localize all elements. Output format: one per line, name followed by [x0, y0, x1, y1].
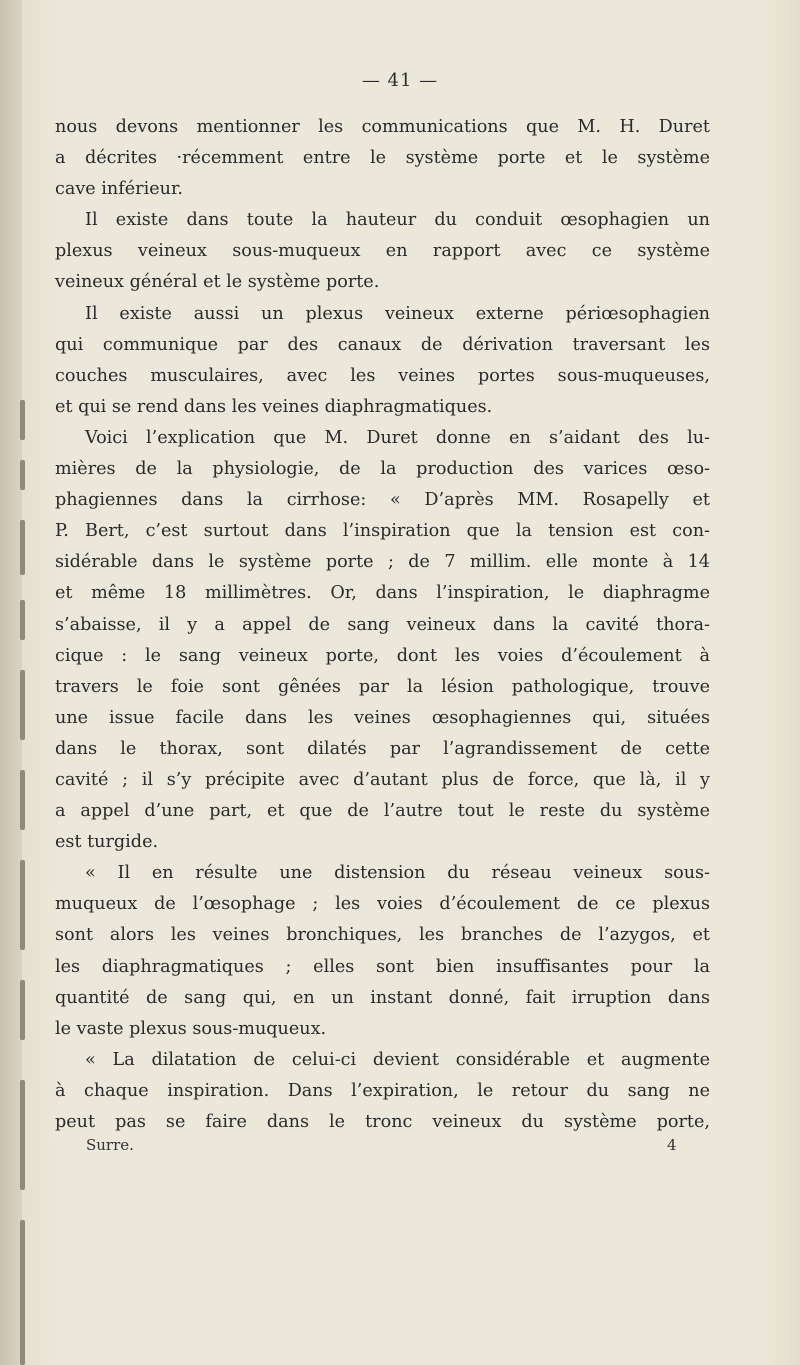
text-line: cave inférieur. — [55, 179, 184, 200]
text-line: nous devons mentionner les communications que M. H. Duret — [55, 117, 710, 137]
running-head: — 41 — — [361, 70, 439, 91]
text-line: sidérable dans le système porte ; de 7 millim. elle monte à 14 — [55, 552, 710, 573]
text-line: a décrites ·récemment entre le système porte et le système — [55, 148, 710, 169]
text-line: quantité de sang qui, en un instant donné, fait irruption dans — [55, 987, 710, 1008]
text-line: phagiennes dans la cirrhose: « D’après MM. Rosapelly et — [55, 490, 710, 511]
binding-shadow — [0, 0, 22, 1365]
signature-mark: Surre. — [86, 1136, 134, 1154]
body-text — [55, 112, 710, 1138]
text-line: et même 18 millimètres. Or, dans l’inspiration, le diaphragme — [55, 583, 710, 604]
text-line: couches musculaires, avec les veines portes sous-muqueuses, — [55, 365, 710, 386]
text-line: travers le foie sont gênées par la lésion pathologique, trouve — [55, 676, 710, 697]
text-line: Voici l’explication que M. Duret donne en s’aidant des lu- — [85, 427, 710, 448]
text-line: cique : le sang veineux porte, dont les voies d’écoulement à — [55, 645, 710, 666]
text-line: « Il en résulte une distension du réseau veineux sous- — [85, 863, 710, 884]
text-line: est turgide. — [55, 832, 159, 853]
text-line: s’abaisse, il y a appel de sang veineux dans la cavité thora- — [55, 614, 710, 635]
text-line: une issue facile dans les veines œsophagiennes qui, situées — [55, 707, 710, 728]
text-line: sont alors les veines bronchiques, les branches de l’azygos, et — [55, 925, 710, 946]
text-line: peut pas se faire dans le tronc veineux du système porte, — [55, 1112, 710, 1132]
text-line: dans le thorax, sont dilatés par l’agrandissement de cette — [55, 738, 710, 759]
text-line: muqueux de l’œsophage ; les voies d’écoulement de ce plexus — [55, 894, 710, 915]
gutter-marks — [20, 400, 34, 1365]
text-line: veineux général et le système porte. — [55, 272, 380, 293]
signature-number: 4 — [667, 1136, 677, 1154]
text-line: P. Bert, c’est surtout dans l’inspiration que la tension est con- — [55, 521, 710, 542]
text-line: les diaphragmatiques ; elles sont bien insuffisantes pour la — [55, 956, 710, 977]
text-line: cavité ; il s’y précipite avec d’autant plus de force, que là, il y — [55, 769, 710, 790]
text-line: et qui se rend dans les veines diaphragmatiques. — [55, 396, 493, 417]
text-line: le vaste plexus sous-muqueux. — [55, 1018, 327, 1039]
text-line: « La dilatation de celui-ci devient considérable et augmente — [85, 1049, 710, 1070]
text-line: mières de la physiologie, de la production des varices œso- — [55, 459, 710, 480]
text-line: Il existe aussi un plexus veineux externe périœsophagien — [85, 303, 710, 324]
text-line: à chaque inspiration. Dans l’expiration, le retour du sang ne — [55, 1080, 710, 1101]
text-line: a appel d’une part, et que de l’autre tout le reste du système — [55, 801, 710, 822]
text-line: Il existe dans toute la hauteur du conduit œsophagien un — [85, 210, 710, 231]
text-line: plexus veineux sous-muqueux en rapport avec ce système — [55, 241, 710, 262]
text-line: qui communique par des canaux de dérivation traversant les — [55, 334, 710, 355]
